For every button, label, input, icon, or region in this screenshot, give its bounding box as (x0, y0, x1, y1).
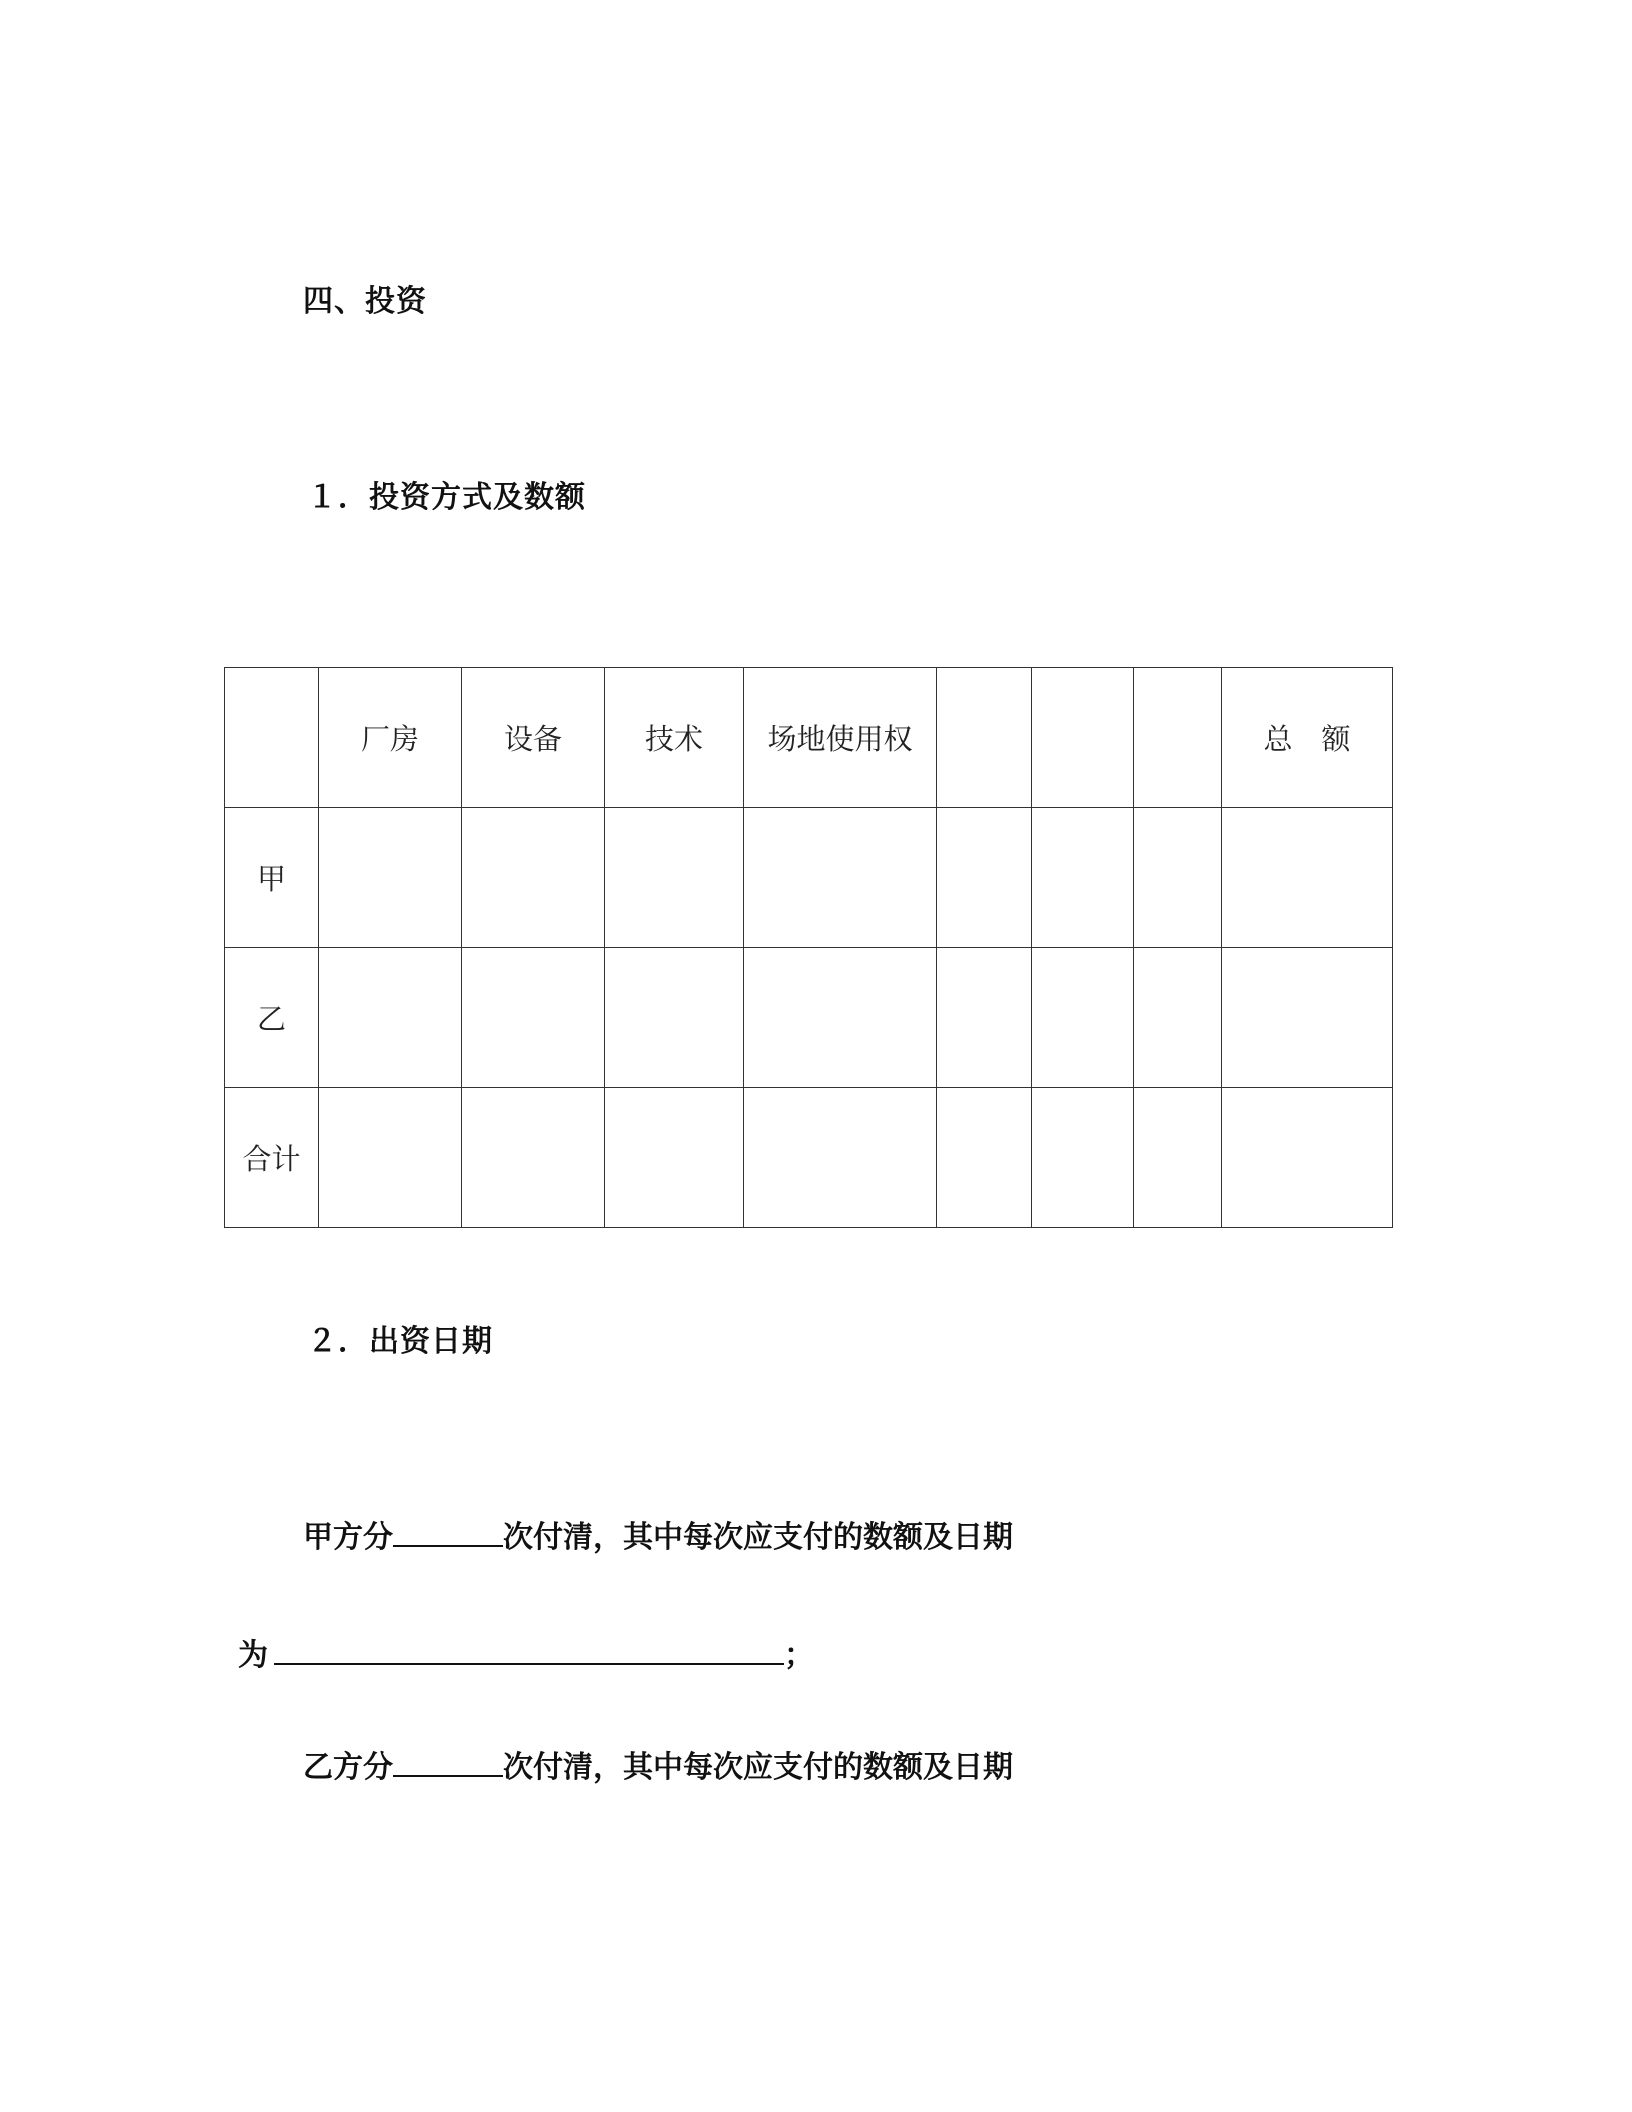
table-cell (744, 1088, 937, 1228)
table-cell (462, 808, 605, 948)
schedule-suffix: ； (784, 1638, 814, 1673)
table-cell (1032, 1088, 1134, 1228)
party-a-suffix: 次付清，其中每次应支付的数额及日期 (503, 1520, 1013, 1555)
table-cell (1134, 808, 1222, 948)
header-cell (225, 668, 319, 808)
table-cell (1222, 948, 1393, 1088)
header-cell (1134, 668, 1222, 808)
table-cell (1032, 948, 1134, 1088)
table-cell (319, 948, 462, 1088)
party-a-payment-line (303, 1512, 1013, 1556)
table-cell (605, 1088, 744, 1228)
party-a-schedule-blank[interactable] (274, 1635, 784, 1665)
table-cell (1134, 948, 1222, 1088)
schedule-prefix: 为 (238, 1638, 268, 1673)
table-cell (937, 808, 1032, 948)
item-1-heading: １．投资方式及数额 (307, 480, 586, 515)
header-cell: 总 额 (1222, 668, 1393, 808)
header-cell: 场地使用权 (744, 668, 937, 808)
table-cell (744, 948, 937, 1088)
table-cell (744, 808, 937, 948)
party-a-prefix: 甲方分 (303, 1520, 393, 1555)
table-row (225, 948, 1393, 1088)
header-cell (1032, 668, 1134, 808)
header-cell: 设备 (462, 668, 605, 808)
table-row (225, 1088, 1393, 1228)
table-cell (1222, 808, 1393, 948)
table-cell (462, 1088, 605, 1228)
table-cell (605, 808, 744, 948)
table-header-row (225, 668, 1393, 808)
party-b-payment-line (303, 1742, 1013, 1786)
table-cell (605, 948, 744, 1088)
header-cell (937, 668, 1032, 808)
party-b-prefix: 乙方分 (303, 1750, 393, 1785)
table-row (225, 808, 1393, 948)
row-label-cell: 乙 (225, 948, 319, 1088)
table-cell (937, 1088, 1032, 1228)
table-cell (1032, 808, 1134, 948)
party-a-installments-blank[interactable] (393, 1517, 503, 1547)
party-a-schedule-line (238, 1630, 814, 1674)
table-cell (319, 1088, 462, 1228)
header-cell: 厂房 (319, 668, 462, 808)
row-label-cell: 合计 (225, 1088, 319, 1228)
table-cell (462, 948, 605, 1088)
party-b-suffix: 次付清，其中每次应支付的数额及日期 (503, 1750, 1013, 1785)
party-b-installments-blank[interactable] (393, 1747, 503, 1777)
item-2-heading: ２．出资日期 (307, 1324, 493, 1359)
table-cell (937, 948, 1032, 1088)
investment-table (224, 667, 1393, 1228)
table-cell (319, 808, 462, 948)
table-cell (1134, 1088, 1222, 1228)
section-heading: 四、投资 (303, 284, 427, 319)
header-cell: 技术 (605, 668, 744, 808)
row-label-cell: 甲 (225, 808, 319, 948)
table-cell (1222, 1088, 1393, 1228)
